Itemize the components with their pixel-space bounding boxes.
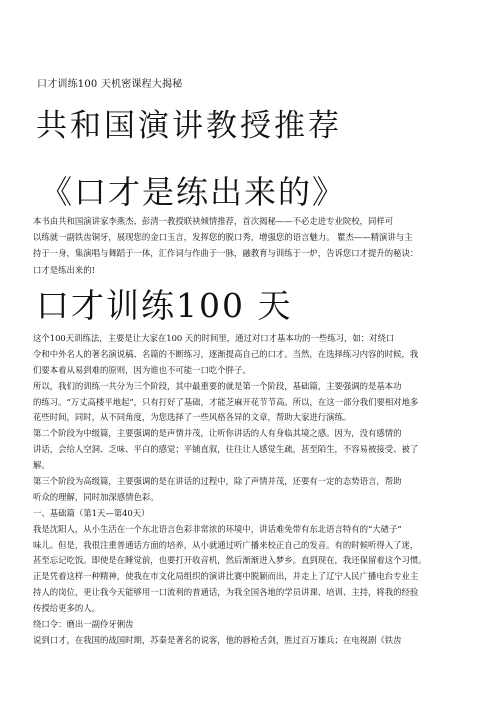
header-line: 口才训练100 天机密课程大揭秘 [37, 79, 183, 90]
body-line: 甚至忘记吃饭。即使是在睡觉前，也要打开收音机，然后渐渐进入梦乡。直到现在，我还保留着这个习惯。 [33, 555, 427, 566]
page-title: 共和国演讲教授推荐 [36, 108, 342, 144]
body-line: 持人的岗位，更让我今天能够用一口流利的普通话，为我全国各地的学员讲课、培训、主持，将我的经验 [33, 587, 419, 598]
body-line: 绕口令：磨出一副伶牙俐齿 [33, 619, 134, 630]
body-line: 味儿。但是，我很注重普通话方面的培养，从小就通过听广播来校正自己的发音。有的时候听得入了迷， [33, 539, 419, 550]
intro-line: 持于一身，集演唱与舞蹈于一体，汇作词与作曲于一脉，融教育与训练于一炉，告诉您口才提升的秘诀： [33, 248, 419, 259]
intro-line: 以练就一副铁齿铜牙，展现您的金口玉言，发挥您的脱口秀，增强您的语言魅力。 瞿杰——精演讲与主 [33, 232, 413, 243]
body-line: 的练习。“万丈高楼平地起”，只有打好了基础，才能芝麻开花节节高。所以，在这一部分我们要相对地多 [33, 396, 419, 407]
body-text [33, 331, 473, 649]
body-line: 花些时间，同时，从不同角度，为您选择了一些风格各异的文章，帮助大家进行演练。 [33, 412, 352, 423]
body-line: 们要本着从易到难的原则，因为谁也不可能一口吃个胖子。 [33, 364, 251, 375]
intro-line: 本书由共和国演讲家李燕杰、彭清一教授联袂倾情推荐，首次揭秘——不必走进专业院校，同样可 [33, 216, 394, 226]
body-line: 我是沈阳人，从小生活在一个东北语言色彩非常浓的环境中，讲话难免带有东北语言特有的“大碴子” [33, 523, 402, 534]
body-line: 令和中外名人的著名演说稿、名篇的不断练习，逐渐提高自己的口才。当然，在选择练习内容的时候，我 [33, 348, 419, 359]
book-subtitle: 《口才是练出来的》 [40, 173, 347, 211]
body-line: 这个100天训练法，主要是让大家在100 天的时间里，通过对口才基本功的一些练习，如：对绕口 [33, 333, 395, 343]
body-line: 第三个阶段为高级篇，主要强调的是在讲话的过程中，除了声情并茂，还要有一定的态势语言，帮助 [33, 476, 402, 487]
section-heading: 口才训练100 天 [36, 286, 293, 325]
body-line: 一、基础篇（第1天—第40天） [33, 507, 150, 518]
body-line: 听众的理解，同时加深感情色彩。 [33, 491, 159, 502]
body-line: 所以，我们的训练一共分为三个阶段，其中最重要的就是第一个阶段，基础篇，主要强调的是基本功 [33, 380, 402, 391]
intro-line: 口才是练出来的! [33, 264, 95, 275]
body-line: 讲话，会给人空洞、乏味、平白的感觉；平铺直叙，往往让人感觉生疏，甚至陌生，不容易被接受、被了 [33, 444, 419, 455]
body-line: 说到口才，在我国的战国时期，苏秦是著名的说客，他的唇枪舌剑，胜过百万雄兵；在电视剧《铁齿 [33, 634, 402, 645]
body-line: 第二个阶段为中级篇，主要强调的是声情并茂，让听你讲话的人有身临其境之感。因为，没有感情的 [33, 428, 402, 439]
intro-paragraph [33, 213, 473, 278]
body-line: 解。 [33, 460, 50, 471]
body-line: 正是凭着这样一种精神，使我在市文化局组织的演讲比赛中脱颖而出，并走上了辽宁人民广播电台专业主 [33, 571, 419, 582]
body-line: 传授给更多的人。 [33, 603, 100, 614]
